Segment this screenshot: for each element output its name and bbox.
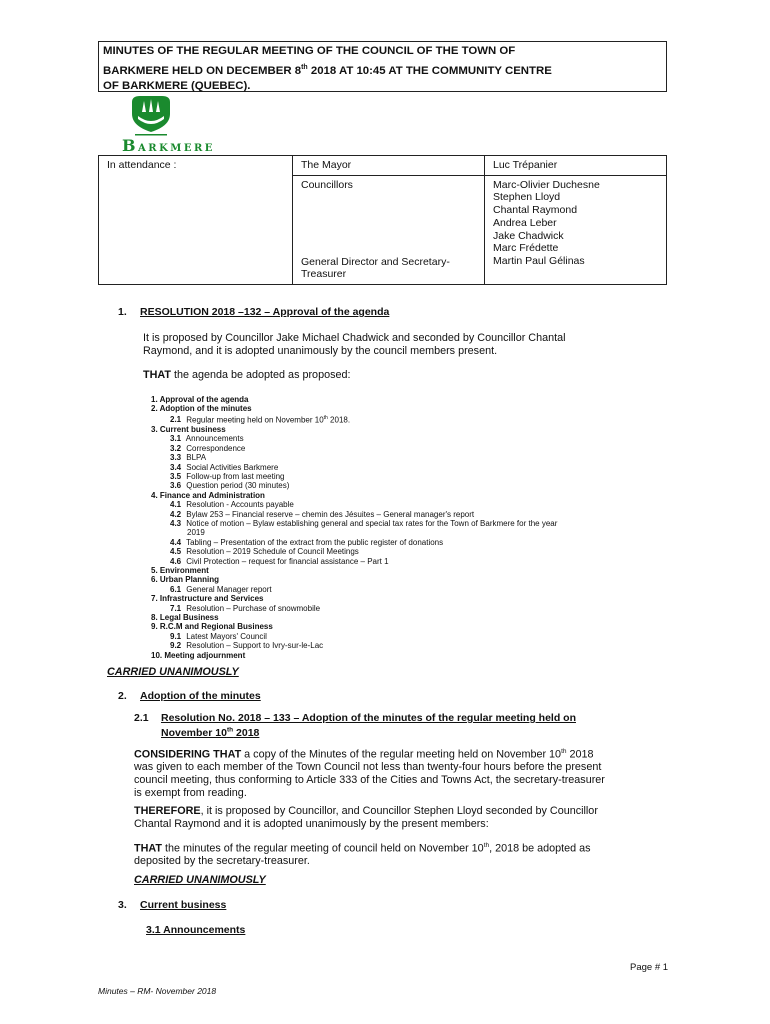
agenda-subitem [151, 547, 661, 556]
therefore-line-1 [134, 805, 674, 818]
agenda-subitem [151, 414, 661, 425]
agenda-subitem-number: 6.1 [170, 584, 182, 594]
considering-line-3: council meeting, thus conforming to Article 333 of the Cities and Towns Act, the secretary-treasurer [134, 774, 605, 787]
considering-line-4: is exempt from reading. [134, 786, 247, 799]
that-line-2: deposited by the secretary-treasurer. [134, 855, 310, 868]
agenda-subitem [151, 632, 661, 641]
agenda-subitem-number: 4.2 [170, 509, 182, 519]
title-line-2b: 2018 AT 10:45 AT THE COMMUNITY CENTRE [307, 64, 552, 77]
title-line-1: MINUTES OF THE REGULAR MEETING OF THE COUNCIL OF THE TOWN OF [103, 45, 516, 57]
that-paragraph [134, 840, 674, 868]
agenda-subitem-number: 3.6 [170, 481, 182, 491]
agenda-subitem-text-end: 2018. [327, 415, 351, 425]
section-3-heading [118, 899, 226, 911]
attendance-label: In attendance : [99, 156, 293, 285]
agenda-subitem [151, 434, 661, 443]
section-2-heading [118, 690, 261, 702]
agenda-subitem-text: General Manager report [186, 584, 272, 594]
agenda-subitem-number: 4.1 [170, 500, 182, 510]
agenda-item: 2. Adoption of the minutes [151, 404, 252, 414]
subsection-title-2b: 2018 [233, 727, 260, 739]
section-2-number: 2. [118, 690, 127, 702]
considering-line-2: was given to each member of the Town Council not less than twenty-four hours before the present [134, 761, 602, 774]
agenda-subitem [151, 641, 661, 650]
agenda-list [151, 395, 661, 660]
agenda-subitem-number: 4.6 [170, 556, 182, 566]
that-text-1b: , 2018 be adopted as [489, 842, 591, 855]
agenda-subitem-text: Notice of motion – Bylaw establishing general and special tax rates for the Town of Barkmere for the year [186, 518, 558, 528]
agenda-subitem-number: 3.1 [170, 434, 182, 444]
title-line-2a: BARKMERE HELD ON DECEMBER 8 [103, 64, 302, 77]
councillor-names [485, 175, 667, 284]
agenda-subitem-number: 3.3 [170, 453, 182, 463]
agenda-item: 1. Approval of the agenda [151, 395, 249, 404]
agenda-subitem [151, 463, 661, 472]
section-1-para-line-1: It is proposed by Councillor Jake Michael Chadwick and seconded by Councillor Chantal [143, 332, 566, 344]
agenda-subitem-text: Question period (30 minutes) [186, 481, 290, 491]
section-2-title: Adoption of the minutes [140, 690, 261, 702]
agenda-subitem-number: 3.2 [170, 443, 182, 453]
section-3-title: Current business [140, 899, 227, 911]
director-role-line-1: General Director and Secretary- [301, 255, 450, 268]
section-1-that [143, 369, 673, 382]
agenda-item: 7. Infrastructure and Services [151, 594, 264, 604]
agenda-subitem-continuation: 2019 [187, 528, 205, 538]
councillors-role: Councillors [301, 178, 353, 191]
considering-sup: th [561, 748, 567, 755]
agenda-item: 4. Finance and Administration [151, 490, 265, 500]
subsection-title-2a: November 10 [161, 727, 227, 739]
agenda-subitem [151, 585, 661, 594]
agenda-item: 6. Urban Planning [151, 575, 220, 585]
agenda-subitem [151, 472, 661, 481]
agenda-subitem [151, 538, 661, 547]
attendance-row-mayor [99, 156, 667, 176]
barkmere-wordmark [122, 136, 215, 155]
section-3-number: 3. [118, 899, 127, 911]
director-role-line-2: Treasurer [301, 268, 347, 280]
agenda-subitem-number: 9.2 [170, 641, 182, 651]
councillor-name: Andrea Leber [493, 216, 557, 229]
section-1-para-line-2: Raymond, and it is adopted unanimously by the council members present. [143, 344, 498, 357]
carried-unanimously-1: CARRIED UNANIMOUSLY [107, 666, 239, 678]
agenda-subitem [151, 519, 661, 528]
title-line-3: OF BARKMERE (QUEBEC). [103, 79, 251, 92]
agenda-subitem-number: 3.5 [170, 471, 182, 481]
section-1-heading [118, 306, 389, 318]
attendance-table [98, 155, 667, 285]
that-line-1 [134, 840, 674, 855]
agenda-subitem-text: Latest Mayors' Council [186, 631, 267, 641]
therefore-line-2: Chantal Raymond and it is adopted unanimously by the present members: [134, 817, 489, 830]
agenda-subitem-text: Announcements [185, 434, 244, 444]
agenda-subitem [151, 604, 661, 613]
that-text: the agenda be adopted as proposed: [170, 369, 351, 381]
subsection-2-1-title-line-1: Resolution No. 2018 – 133 – Adoption of the minutes of the regular meeting held on [161, 712, 576, 724]
agenda-subitem-text: Social Activities Barkmere [186, 462, 279, 472]
agenda-subitem-text: Resolution – Purchase of snowmobile [186, 603, 321, 613]
agenda-subitem-text: Regular meeting held on November 10 [186, 415, 324, 425]
councillor-name: Marc Frédette [493, 242, 559, 255]
agenda-sup: th [323, 414, 328, 421]
mayor-role: The Mayor [293, 156, 485, 176]
therefore-keyword: THEREFORE [134, 805, 201, 817]
agenda-subitem-number: 2.1 [170, 415, 182, 425]
title-sup: th [301, 63, 308, 71]
councillor-name: Martin Paul Gélinas [493, 255, 585, 268]
considering-line-1 [134, 746, 674, 761]
agenda-subitem-number: 9.1 [170, 631, 182, 641]
agenda-subitem-text: Resolution - Accounts payable [186, 500, 294, 510]
considering-paragraph [134, 746, 674, 800]
agenda-subitem [151, 444, 661, 453]
agenda-subitem-text: Bylaw 253 – Financial reserve – chemin des Jésuites – General manager's report [186, 509, 475, 519]
subsection-3-1-title: 3.1 Announcements [146, 924, 246, 936]
agenda-subitem [151, 481, 661, 490]
considering-text-1b: 2018 [566, 748, 594, 761]
agenda-subitem [151, 510, 661, 519]
subsection-2-1-title-line-2 [161, 727, 259, 739]
agenda-item: 10. Meeting adjournment [151, 650, 246, 660]
carried-unanimously-2: CARRIED UNANIMOUSLY [134, 874, 266, 886]
wordmark-rest: ARKMERE [138, 143, 215, 154]
considering-keyword: CONSIDERING THAT [134, 748, 242, 761]
agenda-subitem-text: Follow-up from last meeting [186, 471, 285, 481]
agenda-item: 5. Environment [151, 565, 209, 575]
subsection-title-sup: th [226, 726, 234, 734]
subsection-2-1-number: 2.1 [134, 712, 149, 724]
subsection-3-1-heading [146, 924, 245, 936]
mayor-name: Luc Trépanier [485, 156, 667, 176]
agenda-subitem [151, 500, 661, 509]
that-keyword: THAT [143, 369, 171, 381]
agenda-subitem [151, 453, 661, 462]
section-1-title: RESOLUTION 2018 –132 – Approval of the agenda [140, 306, 390, 318]
agenda-subitem-text: Civil Protection – request for financial assistance – Part 1 [186, 556, 389, 566]
councillor-name: Marc-Olivier Duchesne [493, 178, 600, 191]
agenda-subitem-text: Tabling – Presentation of the extract from the public register of donations [186, 537, 444, 547]
section-1-paragraph [143, 332, 673, 358]
agenda-subitem-number: 4.4 [170, 537, 182, 547]
councillor-name: Stephen Lloyd [493, 191, 561, 204]
agenda-subitem-text: Resolution – Support to Ivry-sur-le-Lac [186, 641, 324, 651]
councillor-name: Chantal Raymond [493, 204, 578, 217]
agenda-item: 8. Legal Business [151, 613, 219, 622]
subsection-2-1-heading [134, 712, 674, 740]
minutes-title-box [98, 41, 667, 92]
section-1-number: 1. [118, 306, 127, 318]
page-number: Page # 1 [630, 962, 669, 973]
director-role [301, 256, 450, 281]
agenda-item: 9. R.C.M and Regional Business [151, 622, 273, 632]
agenda-subitem-number: 4.5 [170, 547, 182, 557]
that-text-1a: the minutes of the regular meeting of council held on November 10 [161, 842, 484, 855]
agenda-subitem-number: 3.4 [170, 462, 182, 472]
agenda-subitem-number: 7.1 [170, 603, 182, 613]
councillors-role-cell [293, 175, 485, 284]
that-keyword-2: THAT [134, 842, 162, 855]
considering-text-1a: a copy of the Minutes of the regular meeting held on November 10 [241, 748, 562, 761]
councillor-name: Jake Chadwick [493, 229, 564, 242]
title-line-2 [103, 60, 662, 79]
agenda-item: 3. Current business [151, 424, 226, 434]
agenda-subitem-text: Correspondence [186, 443, 246, 453]
that-sup: th [483, 842, 490, 849]
agenda-subitem-text: BLPA [186, 453, 207, 463]
wordmark-initial: B [122, 136, 139, 155]
agenda-subitem [151, 557, 661, 566]
therefore-text-1: , it is proposed by Councillor, and Councillor Stephen Lloyd seconded by Councillor [200, 805, 598, 817]
therefore-paragraph [134, 805, 674, 831]
agenda-subitem-number: 4.3 [170, 518, 182, 528]
agenda-subitem-text: Resolution – 2019 Schedule of Council Meetings [186, 547, 359, 557]
footer-note: Minutes – RM- November 2018 [98, 986, 217, 996]
